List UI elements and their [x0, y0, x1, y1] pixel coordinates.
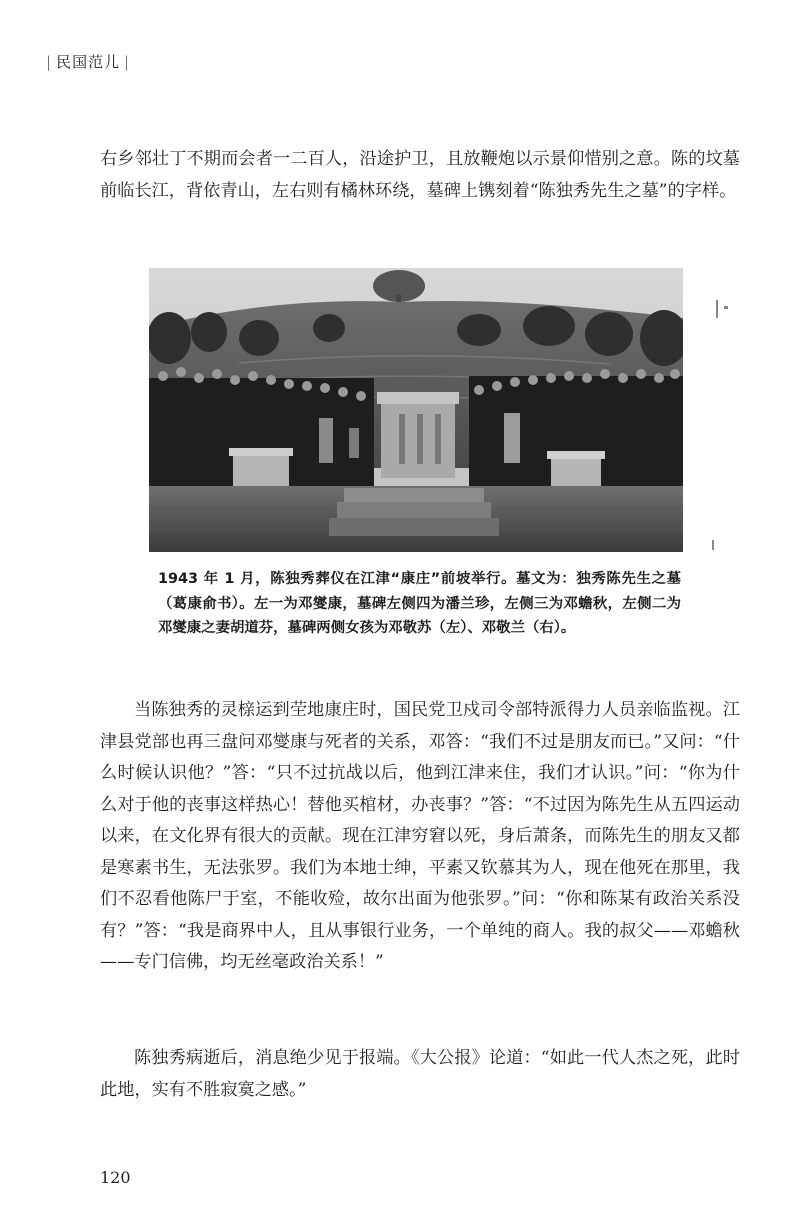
- paragraph-3: 陈独秀病逝后，消息绝少见于报端。《大公报》论道：“如此一代人杰之死，此时此地，实有不胜寂寞之感。”: [100, 1048, 740, 1100]
- running-header: [42, 51, 134, 72]
- book-title: 民国范儿: [56, 53, 121, 71]
- header-divider-right: |: [124, 53, 131, 71]
- page-number: 120: [100, 1168, 131, 1187]
- funeral-photograph: [149, 268, 683, 552]
- photo-caption: 1943 年 1 月，陈独秀葬仪在江津“康庄”前坡举行。墓文为：独秀陈先生之墓（葛康俞书）。左一为邓燮康，墓碑左侧四为潘兰珍，左侧三为邓蟾秋，左侧二为邓燮康之妻胡道芬，墓碑两侧女孩为邓敬苏（左）、邓敬兰（右）。: [158, 571, 681, 636]
- header-divider-left: |: [46, 53, 53, 71]
- scan-artifact-mark: [716, 300, 718, 318]
- paragraph-1: 右乡邻壮丁不期而会者一二百人，沿途护卫，且放鞭炮以示景仰惜别之意。陈的坟墓前临长江，背依青山，左右则有橘林环绕，墓碑上镌刻着“陈独秀先生之墓”的字样。: [100, 149, 740, 201]
- scan-artifact-mark-lower: [712, 540, 714, 550]
- funeral-photo-illustration: [149, 268, 683, 552]
- paragraph-2: 当陈独秀的灵榇运到茔地康庄时，国民党卫戍司令部特派得力人员亲临监视。江津县党部也再三盘问邓燮康与死者的关系，邓答：“我们不过是朋友而已。”又问：“什么时候认识他？”答：“只不过抗战以后，他到江津来住，我们才认识。”问：“你为什么对于他的丧事这样热心！替他买棺材，办丧事？”答：“不过因为陈先生从五四运动以来，在文化界有很大的贡献。现在江津穷窘以死，身后萧条，而陈先生的朋友又都是寒素书生，无法张罗。我们为本地士绅，平素又钦慕其为人，现在他死在那里，我们不忍看他陈尸于室，不能收殓，故尔出面为他张罗。”问：“你和陈某有政治关系没有？”答：“我是商界中人，且从事银行业务，一个单纯的商人。我的叔父——邓蟾秋——专门信佛，均无丝毫政治关系！”: [100, 700, 740, 972]
- scan-artifact-dot: [724, 306, 728, 309]
